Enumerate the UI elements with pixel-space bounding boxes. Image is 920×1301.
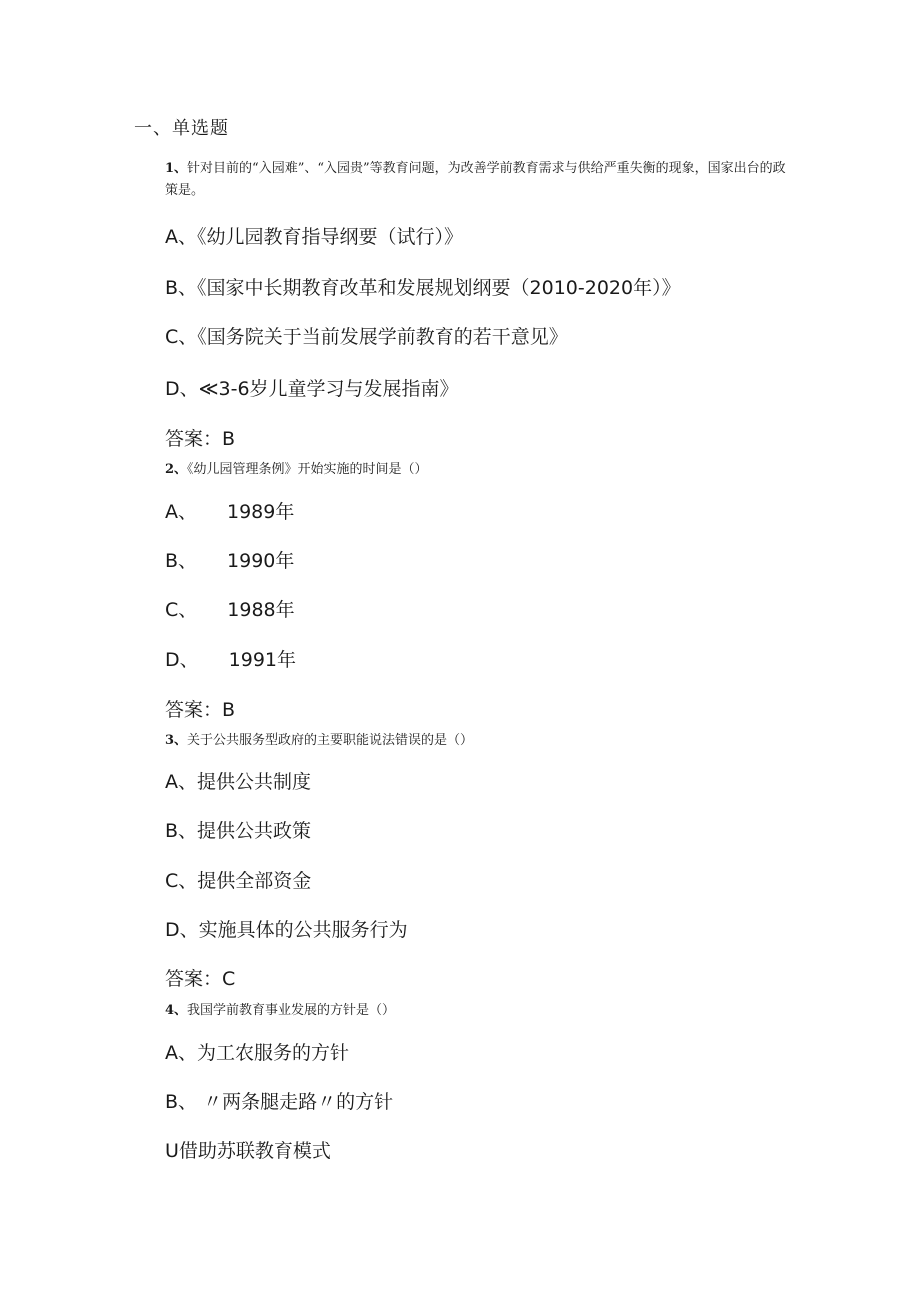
question-text: 我国学前教育事业发展的方针是（） <box>187 1003 396 1018</box>
option-letter: C、 <box>165 599 198 621</box>
question-2 <box>165 459 428 481</box>
q3-option-b: B、提供公共政策 <box>165 820 312 842</box>
question-3 <box>165 730 473 752</box>
option-value: 1991年 <box>228 649 296 671</box>
q3-option-d: D、实施具体的公共服务行为 <box>165 919 408 941</box>
question-number: 1、 <box>165 161 188 176</box>
option-value: 1988年 <box>227 599 295 621</box>
section-title: 一、单选题 <box>134 118 229 139</box>
q2-option-c <box>165 595 295 622</box>
option-letter: A、 <box>165 501 197 523</box>
q2-option-b <box>165 546 294 573</box>
q4-option-b: B、 〃两条腿走路〃的方针 <box>165 1091 394 1113</box>
q1-option-c: C、《国务院关于当前发展学前教育的若干意见》 <box>165 326 568 348</box>
q4-option-c: U借助苏联教育模式 <box>165 1140 331 1162</box>
q2-answer: 答案：B <box>165 699 236 721</box>
q3-answer: 答案：C <box>165 968 236 990</box>
option-letter: B、 <box>165 550 198 572</box>
question-text: 关于公共服务型政府的主要职能说法错误的是（） <box>187 733 474 748</box>
q2-option-d <box>165 645 296 672</box>
question-text: 针对目前的“入园难”、“入园贵”等教育问题，为改善学前教育需求与供给严重失衡的现象，国家出台的政策是。 <box>165 161 786 198</box>
question-1 <box>165 158 790 202</box>
option-value: 1989年 <box>227 501 295 523</box>
q2-option-a <box>165 497 294 524</box>
q1-option-d: D、≪3-6岁儿童学习与发展指南》 <box>165 378 459 400</box>
q1-option-b: B、《国家中长期教育改革和发展规划纲要（2010-2020年）》 <box>165 277 681 299</box>
option-letter: D、 <box>165 649 199 671</box>
question-4 <box>165 1000 395 1022</box>
question-number: 3、 <box>165 733 188 748</box>
q4-option-a: A、为工农服务的方针 <box>165 1042 349 1064</box>
question-number: 2、 <box>165 462 188 477</box>
question-number: 4、 <box>165 1003 188 1018</box>
option-value: 1990年 <box>227 550 295 572</box>
question-text: 《幼儿园管理条例》开始实施的时间是（） <box>187 462 428 477</box>
q1-answer: 答案：B <box>165 428 236 450</box>
q3-option-c: C、提供全部资金 <box>165 870 312 892</box>
q3-option-a: A、提供公共制度 <box>165 771 311 793</box>
q1-option-a: A、《幼儿园教育指导纲要（试行）》 <box>165 226 463 248</box>
